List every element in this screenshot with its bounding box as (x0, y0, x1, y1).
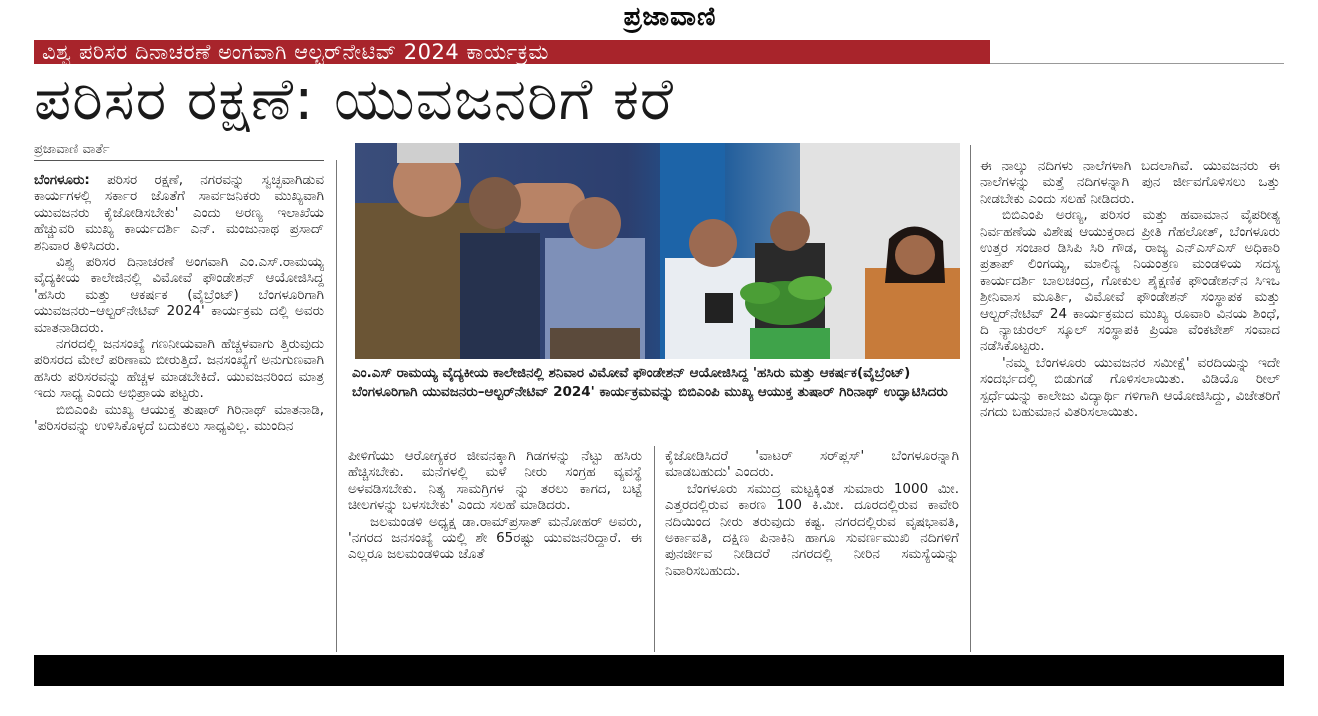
article-paragraph: ನಗರದಲ್ಲಿ ಜನಸಂಖ್ಯೆ ಗಣನೀಯವಾಗಿ ಹೆಚ್ಚಳವಾಗು ತ್ತಿರುವುದು ಪರಿಸರದ ಮೇಲೆ ಪರಿಣಾಮ ಬೀರುತ್ತಿದೆ. ಜನಸಂಖ್ಯೆಗೆ ಅನುಗುಣವಾಗಿ ಹಸಿರು ಪರಿಸರವನ್ನು ಹೆಚ್ಚಳ ಮಾಡಬೇಕಿದೆ. ಯುವಜನರಿಂದ ಮಾತ್ರ ಇದು ಸಾಧ್ಯ ಎಂದು ಅಭಿಪ್ರಾಯ ಪಟ್ಟರು. (34, 336, 324, 402)
article-paragraph: ಪೀಳಿಗೆಯು ಆರೋಗ್ಯಕರ ಜೀವನಕ್ಕಾಗಿ ಗಿಡಗಳನ್ನು ನೆಟ್ಟು ಹಸಿರು ಹೆಚ್ಚಿಸಬೇಕು. ಮನೆಗಳಲ್ಲಿ ಮಳೆ ನೀರು ಸಂಗ್ರಹ ವ್ಯವಸ್ಥೆ ಅಳವಡಿಸಬೇಕು. ನಿತ್ಯ ಸಾಮಗ್ರಿಗಳ ನ್ನು ತರಲು ಕಾಗದ, ಬಟ್ಟೆ ಚೀಲಗಳನ್ನು ಬಳಸಬೇಕು' ಎಂದು ಸಲಹೆ ಮಾಡಿದರು. (348, 448, 642, 514)
article-column-3 (348, 448, 642, 652)
article-paragraph: ವಿಶ್ವ ಪರಿಸರ ದಿನಾಚರಣೆ ಅಂಗವಾಗಿ ಎಂ.ಎಸ್.ರಾಮಯ್ಯ ವೈದ್ಯಕೀಯ ಕಾಲೇಜಿನಲ್ಲಿ ವಿಮೋವೆ ಫೌಂಡೇಶನ್ ಆಯೋಜಿಸಿದ್ದ 'ಹಸಿರು ಮತ್ತು ಆಕರ್ಷಕ (ವೈಬ್ರೆಂಟ್) ಬೆಂಗಳೂರಿಗಾಗಿ ಯುವಜನರು–ಆಲ್ಟರ್‌ನೇಟಿವ್ 2024' ಕಾರ್ಯಕ್ರಮ ದಲ್ಲಿ ಅವರು ಮಾತನಾಡಿದರು. (34, 254, 324, 336)
article-column-4 (665, 448, 959, 652)
article-column-5 (980, 158, 1280, 652)
article-paragraph: ಈ ನಾಲ್ಕು ನದಿಗಳು ನಾಲೆಗಳಾಗಿ ಬದಲಾಗಿವೆ. ಯುವಜನರು ಈ ನಾಲೆಗಳನ್ನು ಮತ್ತೆ ನದಿಗಳನ್ನಾಗಿ ಪುನ ರ್ಜೀವಗೊಳಿಸಲು ಒತ್ತು ನೀಡಬೇಕು ಎಂದು ಸಲಹೆ ನೀಡಿದರು. (980, 158, 1280, 207)
footer-bar (34, 655, 1284, 686)
article-paragraph: ಕೈಜೋಡಿಸಿದರೆ 'ವಾಟರ್ ಸರ್‌ಪ್ಲಸ್' ಬೆಂಗಳೂರನ್ನಾಗಿ ಮಾಡಬಹುದು' ಎಂದರು. (665, 448, 959, 481)
dateline: ಬೆಂಗಳೂರು: (34, 172, 90, 188)
headline: ಪರಿಸರ ರಕ್ಷಣೆ: ಯುವಜನರಿಗೆ ಕರೆ (34, 66, 674, 132)
event-photo-illustration (355, 143, 960, 359)
byline-rule (34, 160, 324, 161)
photo-caption: ಎಂ.ಎಸ್ ರಾಮಯ್ಯ ವೈದ್ಯಕೀಯ ಕಾಲೇಜಿನಲ್ಲಿ ಶನಿವಾರ ವಿಮೋವೆ ಫೌಂಡೇಶನ್ ಆಯೋಜಿಸಿದ್ದ 'ಹಸಿರು ಮತ್ತು ಆಕರ್ಷಕ(ವೈಬ್ರೆಂಟ್) ಬೆಂಗಳೂರಿಗಾಗಿ ಯುವಜನರು–ಆಲ್ಟರ್‌ನೇಟಿವ್ 2024' ಕಾರ್ಯಕ್ರಮವನ್ನು ಬಿಬಿಎಂಪಿ ಮುಖ್ಯ ಆಯುಕ್ತ ತುಷಾರ್ ಗಿರಿನಾಥ್ ಉದ್ಘಾಟಿಸಿದರು (352, 365, 948, 400)
article-paragraph (34, 172, 324, 254)
column-divider (336, 160, 337, 652)
newspaper-masthead (540, 2, 800, 38)
paragraph-text: ಪರಿಸರ ರಕ್ಷಣೆ, ನಗರವನ್ನು ಸ್ವಚ್ಛವಾಗಿಡುವ ಕಾರ್ಯಗಳಲ್ಲಿ ಸರ್ಕಾರ ಜೊತೆಗೆ ಸಾರ್ವಜನಿಕರು ಮುಖ್ಯವಾಗಿ ಯುವಜನರು ಕೈಜೋಡಿಸಬೇಕು' ಎಂದು ಅರಣ್ಯ ಇಲಾಖೆಯ ಹೆಚ್ಚುವರಿ ಮುಖ್ಯ ಕಾರ್ಯದರ್ಶಿ ಎನ್. ಮಂಜುನಾಥ ಪ್ರಸಾದ್ ಶನಿವಾರ ತಿಳಿಸಿದರು. (34, 172, 324, 254)
kicker-strap: ವಿಶ್ವ ಪರಿಸರ ದಿನಾಚರಣೆ ಅಂಗವಾಗಿ ಆಲ್ಟರ್‌ನೇಟಿವ್ 2024 ಕಾರ್ಯಕ್ರಮ (34, 40, 990, 64)
article-column-1 (34, 172, 324, 650)
byline: ಪ್ರಜಾವಾಣಿ ವಾರ್ತೆ (34, 142, 110, 157)
article-paragraph: ಜಲಮಂಡಳಿ ಅಧ್ಯಕ್ಷ ಡಾ.ರಾಮ್‌ಪ್ರಸಾತ್ ಮನೋಹರ್ ಅವರು, 'ನಗರದ ಜನಸಂಖ್ಯೆ ಯಲ್ಲಿ ಶೇ 65ರಷ್ಟು ಯುವಜನರಿದ್ದಾರೆ. ಈ ಎಲ್ಲರೂ ಜಲಮಂಡಳಿಯ ಜೊತೆ (348, 513, 642, 563)
article-paragraph: 'ನಮ್ಮ ಬೆಂಗಳೂರು ಯುವಜನರ ಸಮೀಕ್ಷೆ' ವರದಿಯನ್ನು ಇದೇ ಸಂದರ್ಭದಲ್ಲಿ ಬಿಡುಗಡೆ ಗೊಳಿಸಲಾಯಿತು. ವಿಡಿಯೊ ರೀಲ್ ಸ್ಪರ್ಧೆಯನ್ನು ಕಾಲೇಜು ವಿದ್ಯಾರ್ಥಿ ಗಳಿಗಾಗಿ ಆಯೋಜಿಸಿದ್ದು, ವಿಜೇತರಿಗೆ ನಗದು ಬಹುಮಾನ ವಿತರಿಸಲಾಯಿತು. (980, 354, 1280, 421)
article-paragraph: ಬಿಬಿಎಂಪಿ ಅರಣ್ಯ, ಪರಿಸರ ಮತ್ತು ಹವಾಮಾನ ವೈಪರೀತ್ಯ ನಿರ್ವಹಣೆಯ ವಿಶೇಷ ಆಯುಕ್ತರಾದ ಪ್ರೀತಿ ಗೆಹಲೋತ್, ಬೆಂಗಳೂರು ಉತ್ತರ ಸಂಚಾರ ಡಿಸಿಪಿ ಸಿರಿ ಗೌಡ, ರಾಜ್ಯ ಎನ್‌ಎಸ್‌ಎಸ್ ಅಧಿಕಾರಿ ಪ್ರತಾಪ್ ಲಿಂಗಯ್ಯ, ಮಾಲಿನ್ಯ ನಿಯಂತ್ರಣ ಮಂಡಳಿಯ ಸದಸ್ಯ ಕಾರ್ಯದರ್ಶಿ ಬಾಲಚಂದ್ರ, ಗೋಕುಲ ಶೈಕ್ಷಣಿಕ ಫೌಂಡೇಶನ್‌ನ ಸಿಇಒ ಶ್ರೀನಿವಾಸ ಮೂರ್ತಿ, ವಿಮೋವೆ ಫೌಂಡೇಶನ್ ಸಂಸ್ಥಾಪಕ ಮತ್ತು ಆಲ್ಟರ್‌ನೇಟಿವ್ 24 ಕಾರ್ಯಕ್ರಮದ ಮುಖ್ಯ ರೂವಾರಿ ವಿನಯ ಶಿಂಧೆ, ದಿ ನ್ಯಾಚುರಲ್ ಸ್ಕೂಲ್ ಸಂಸ್ಥಾಪಕಿ ಪ್ರಿಯಾ ವೆಂಕಟೇಶ್ ಸಂವಾದ ನಡೆಸಿಕೊಟ್ಟರು. (980, 207, 1280, 355)
event-photo (355, 143, 960, 359)
column-divider (970, 145, 971, 652)
column-divider (654, 446, 655, 652)
article-paragraph: ಬೆಂಗಳೂರು ಸಮುದ್ರ ಮಟ್ಟಕ್ಕಿಂತ ಸುಮಾರು 1000 ಮೀ. ಎತ್ತರದಲ್ಲಿರುವ ಕಾರಣ 100 ಕಿ.ಮೀ. ದೂರದಲ್ಲಿರುವ ಕಾವೇರಿ ನದಿಯಿಂದ ನೀರು ತರುವುದು ಕಷ್ಟ. ನಗರದಲ್ಲಿರುವ ವೃಷಭಾವತಿ, ಅರ್ಕಾವತಿ, ದಕ್ಷಿಣ ಪಿನಾಕಿನಿ ಹಾಗೂ ಸುವರ್ಣಮುಖಿ ನದಿಗಳಿಗೆ ಪುನರ್ಜೀವ ನೀಡಿದರೆ ನಗರದಲ್ಲಿ ನೀರಿನ ಸಮಸ್ಯೆಯನ್ನು ನಿವಾರಿಸಬಹುದು. (665, 480, 959, 579)
kicker-rule (990, 63, 1284, 64)
masthead-name: ಪ್ರಜಾವಾಣಿ (623, 2, 717, 32)
article-paragraph: ಬಿಬಿಎಂಪಿ ಮುಖ್ಯ ಆಯುಕ್ತ ತುಷಾರ್ ಗಿರಿನಾಥ್ ಮಾತನಾಡಿ, 'ಪರಿಸರವನ್ನು ಉಳಿಸಿಕೊಳ್ಳದೆ ಬದುಕಲು ಸಾಧ್ಯವಿಲ್ಲ. ಮುಂದಿನ (34, 401, 324, 435)
